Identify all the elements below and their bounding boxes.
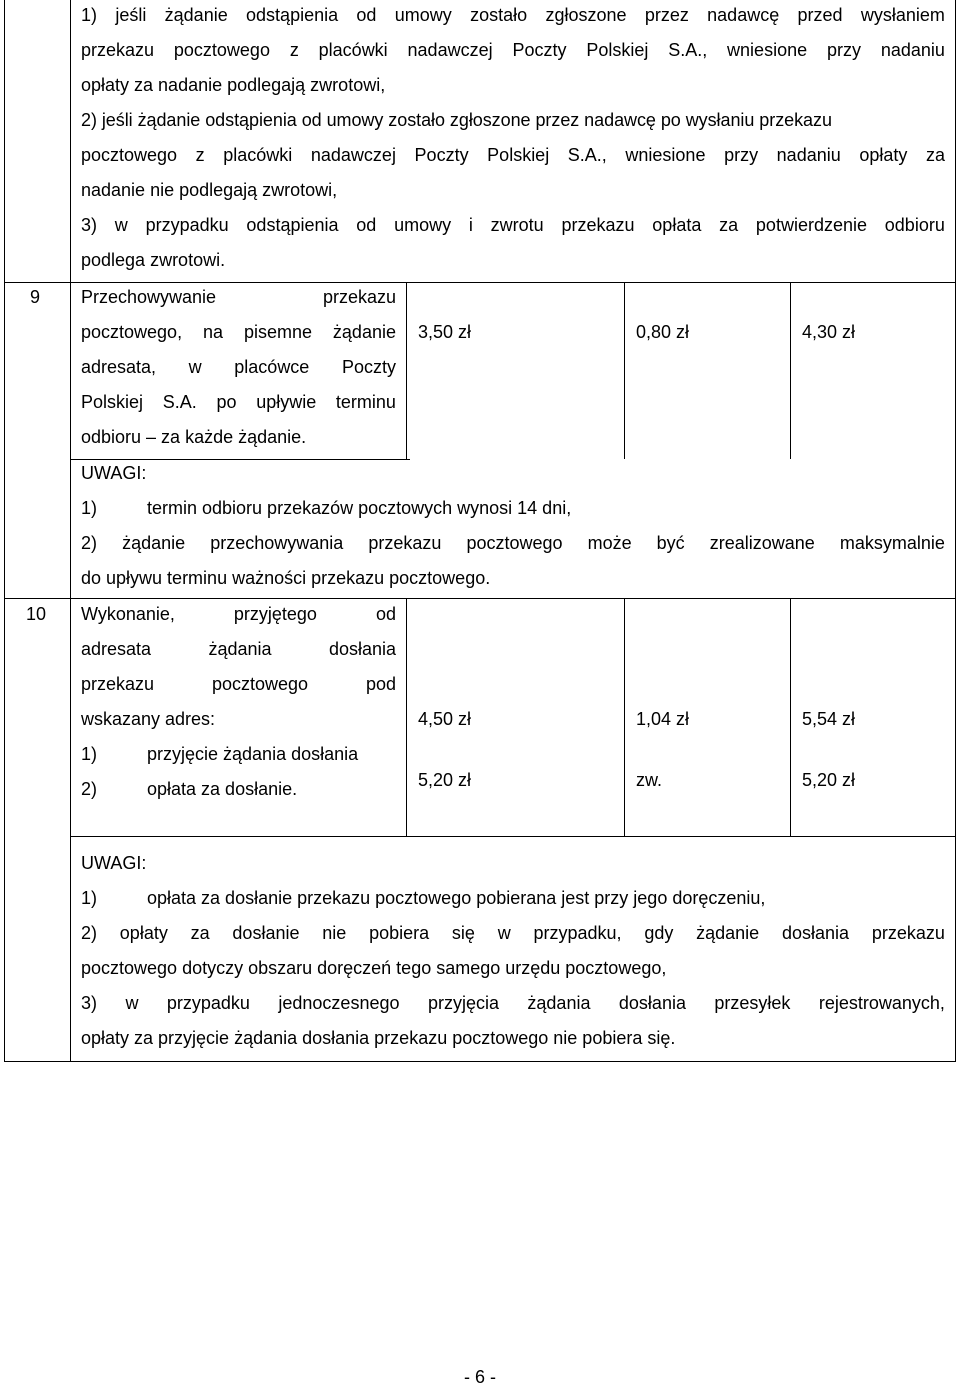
row10-note2-line2: pocztowego dotyczy obszaru doręczeń tego samego urzędu pocztowego, bbox=[81, 958, 667, 978]
gross-price: 5,54 zł bbox=[802, 709, 856, 729]
word: adresata, bbox=[81, 357, 157, 377]
note-number: 1) bbox=[81, 888, 98, 908]
word: w bbox=[497, 923, 511, 943]
word: 3) bbox=[81, 215, 98, 235]
word: Wykonanie, bbox=[81, 604, 175, 624]
word: pocztowego bbox=[173, 40, 270, 60]
word: za bbox=[925, 145, 945, 165]
word: za bbox=[190, 923, 210, 943]
word: pocztowego bbox=[466, 533, 563, 553]
word: przypadku, bbox=[533, 923, 622, 943]
word: Polskiej bbox=[487, 145, 550, 165]
word: w bbox=[114, 215, 128, 235]
word: żądanie bbox=[696, 923, 760, 943]
word: żądanie bbox=[332, 322, 396, 342]
word: w bbox=[188, 357, 202, 377]
table-divider bbox=[70, 0, 71, 1062]
word: nadawczej bbox=[310, 145, 396, 165]
word: opłata bbox=[652, 215, 702, 235]
word: dosłanie bbox=[232, 923, 300, 943]
table-divider bbox=[4, 282, 956, 283]
gross-price: 4,30 zł bbox=[802, 322, 856, 342]
word: placówce bbox=[234, 357, 310, 377]
row10-desc-line4: wskazany adres: bbox=[81, 709, 216, 729]
row9-desc-line2 bbox=[81, 323, 396, 341]
section8-item2-line2 bbox=[81, 146, 945, 164]
word: S.A. bbox=[162, 392, 197, 412]
word: przekazu bbox=[871, 923, 945, 943]
table-divider bbox=[790, 598, 791, 836]
word: Poczty bbox=[512, 40, 567, 60]
vat-amount: zw. bbox=[636, 770, 663, 790]
row10-desc-line1 bbox=[81, 605, 396, 623]
word: zostało bbox=[470, 5, 528, 25]
row9-desc-line4 bbox=[81, 393, 396, 411]
word: nadaniu bbox=[776, 145, 841, 165]
row-number: 9 bbox=[30, 287, 41, 307]
word: nadawczej bbox=[407, 40, 493, 60]
table-divider bbox=[4, 598, 956, 599]
word: nie bbox=[322, 923, 347, 943]
word: od bbox=[356, 5, 377, 25]
word: odstąpienia bbox=[246, 5, 339, 25]
word: przyjętego bbox=[233, 604, 317, 624]
word: upływie bbox=[256, 392, 317, 412]
word: jednoczesnego bbox=[278, 993, 400, 1013]
word: się bbox=[451, 923, 475, 943]
table-divider bbox=[624, 598, 625, 836]
word: za bbox=[719, 215, 739, 235]
page-number: - 6 - bbox=[463, 1367, 496, 1387]
word: przekazu bbox=[81, 40, 155, 60]
word: 3) bbox=[81, 993, 98, 1013]
word: przekazu bbox=[368, 533, 442, 553]
table-divider bbox=[70, 459, 410, 460]
word: przy bbox=[724, 145, 759, 165]
word: po bbox=[216, 392, 237, 412]
row9-note2-line1 bbox=[81, 534, 945, 552]
word: przechowywania bbox=[210, 533, 344, 553]
row10-sub-item1: przyjęcie żądania dosłania bbox=[147, 744, 359, 764]
word: przekazu bbox=[322, 287, 396, 307]
word: placówki bbox=[223, 145, 293, 165]
table-divider bbox=[624, 282, 625, 459]
word: pod bbox=[365, 674, 396, 694]
word: przekazu bbox=[81, 674, 155, 694]
word: dosłania bbox=[618, 993, 686, 1013]
row10-sub-item2: opłata za dosłanie. bbox=[147, 779, 298, 799]
word: Przechowywanie bbox=[81, 287, 217, 307]
section8-item2-line3: nadanie nie podlegają zwrotowi, bbox=[81, 180, 338, 200]
row10-note3-line1 bbox=[81, 994, 945, 1012]
word: żądania bbox=[527, 993, 591, 1013]
row10-note1: opłata za dosłanie przekazu pocztowego pobierana jest przy jego doręczeniu, bbox=[147, 888, 766, 908]
word: może bbox=[587, 533, 632, 553]
word: żądania bbox=[208, 639, 272, 659]
table-divider bbox=[70, 836, 956, 837]
word: rejestrowanych, bbox=[818, 993, 945, 1013]
word: przekazu bbox=[561, 215, 635, 235]
word: przesyłek bbox=[714, 993, 791, 1013]
word: S.A., bbox=[668, 40, 708, 60]
row9-desc-line1 bbox=[81, 288, 396, 306]
word: pobiera bbox=[369, 923, 430, 943]
word: żądanie bbox=[122, 533, 186, 553]
word: być bbox=[656, 533, 685, 553]
row10-desc-line3 bbox=[81, 675, 396, 693]
word: w bbox=[125, 993, 139, 1013]
word: potwierdzenie bbox=[755, 215, 867, 235]
section8-item1-line2 bbox=[81, 41, 945, 59]
sub-item-number: 2) bbox=[81, 779, 98, 799]
row10-note2-line1 bbox=[81, 924, 945, 942]
word: opłaty bbox=[119, 923, 168, 943]
word: nadaniu bbox=[880, 40, 945, 60]
word: S.A., bbox=[567, 145, 607, 165]
row9-note2-line2: do upływu terminu ważności przekazu pocztowego. bbox=[81, 568, 491, 588]
table-divider bbox=[790, 282, 791, 459]
word: pocztowego bbox=[211, 674, 309, 694]
word: umowy bbox=[394, 215, 452, 235]
word: Poczty bbox=[414, 145, 469, 165]
section8-item3-line1 bbox=[81, 216, 945, 234]
word: 2) bbox=[81, 923, 98, 943]
net-price: 4,50 zł bbox=[418, 709, 472, 729]
notes-title: UWAGI: bbox=[81, 853, 147, 873]
word: od bbox=[375, 604, 396, 624]
net-price: 3,50 zł bbox=[418, 322, 472, 342]
note-number: 1) bbox=[81, 498, 98, 518]
word: przyjęcia bbox=[427, 993, 499, 1013]
word: maksymalnie bbox=[839, 533, 945, 553]
word: odstąpienia bbox=[246, 215, 339, 235]
word: zgłoszone bbox=[545, 5, 627, 25]
word: Poczty bbox=[341, 357, 396, 377]
word: umowy bbox=[394, 5, 452, 25]
section8-item3-line2: podlega zwrotowi. bbox=[81, 250, 226, 270]
word: od bbox=[356, 215, 377, 235]
word: adresata bbox=[81, 639, 152, 659]
word: nadawcę bbox=[707, 5, 780, 25]
word: pisemne bbox=[243, 322, 312, 342]
row9-desc-line3 bbox=[81, 358, 396, 376]
row10-note3-line2: opłaty za przyjęcie żądania dosłania przekazu pocztowego nie pobiera się. bbox=[81, 1028, 676, 1048]
word: na bbox=[203, 322, 224, 342]
vat-amount: 1,04 zł bbox=[636, 709, 690, 729]
word: wniesione bbox=[727, 40, 808, 60]
notes-title: UWAGI: bbox=[81, 463, 147, 483]
section8-item1-line3: opłaty za nadanie podlegają zwrotowi, bbox=[81, 75, 386, 95]
row9-note1: termin odbioru przekazów pocztowych wynosi 14 dni, bbox=[147, 498, 572, 518]
word: zrealizowane bbox=[709, 533, 815, 553]
word: z bbox=[195, 145, 205, 165]
word: pocztowego, bbox=[81, 322, 183, 342]
word: 1) bbox=[81, 5, 98, 25]
section8-item1-line1 bbox=[81, 6, 945, 24]
word: Polskiej bbox=[586, 40, 649, 60]
word: przypadku bbox=[166, 993, 250, 1013]
vat-amount: 0,80 zł bbox=[636, 322, 690, 342]
section8-item2-line1: 2) jeśli żądanie odstąpienia od umowy zostało zgłoszone przez nadawcę po wysłaniu przekazu bbox=[81, 110, 832, 130]
word: przez bbox=[644, 5, 689, 25]
row9-desc-line5: odbioru – za każde żądanie. bbox=[81, 427, 307, 447]
word: odbioru bbox=[884, 215, 945, 235]
word: zwrotu bbox=[490, 215, 544, 235]
word: jeśli bbox=[115, 5, 147, 25]
word: i bbox=[468, 215, 473, 235]
word: placówki bbox=[318, 40, 388, 60]
word: gdy bbox=[644, 923, 674, 943]
word: opłaty bbox=[859, 145, 908, 165]
word: Polskiej bbox=[81, 392, 144, 412]
word: przy bbox=[826, 40, 861, 60]
word: żądanie bbox=[164, 5, 228, 25]
word: terminu bbox=[335, 392, 396, 412]
word: wniesione bbox=[625, 145, 706, 165]
word: wysłaniem bbox=[860, 5, 945, 25]
word: 2) bbox=[81, 533, 98, 553]
sub-item-number: 1) bbox=[81, 744, 98, 764]
word: dosłania bbox=[328, 639, 396, 659]
row10-desc-line2 bbox=[81, 640, 396, 658]
word: z bbox=[289, 40, 299, 60]
gross-price: 5,20 zł bbox=[802, 770, 856, 790]
word: przypadku bbox=[145, 215, 229, 235]
table-divider bbox=[406, 282, 407, 459]
table-divider bbox=[406, 598, 407, 836]
word: przed bbox=[797, 5, 843, 25]
word: pocztowego bbox=[81, 145, 178, 165]
net-price: 5,20 zł bbox=[418, 770, 472, 790]
word: dosłania bbox=[781, 923, 850, 943]
row-number: 10 bbox=[26, 604, 47, 624]
